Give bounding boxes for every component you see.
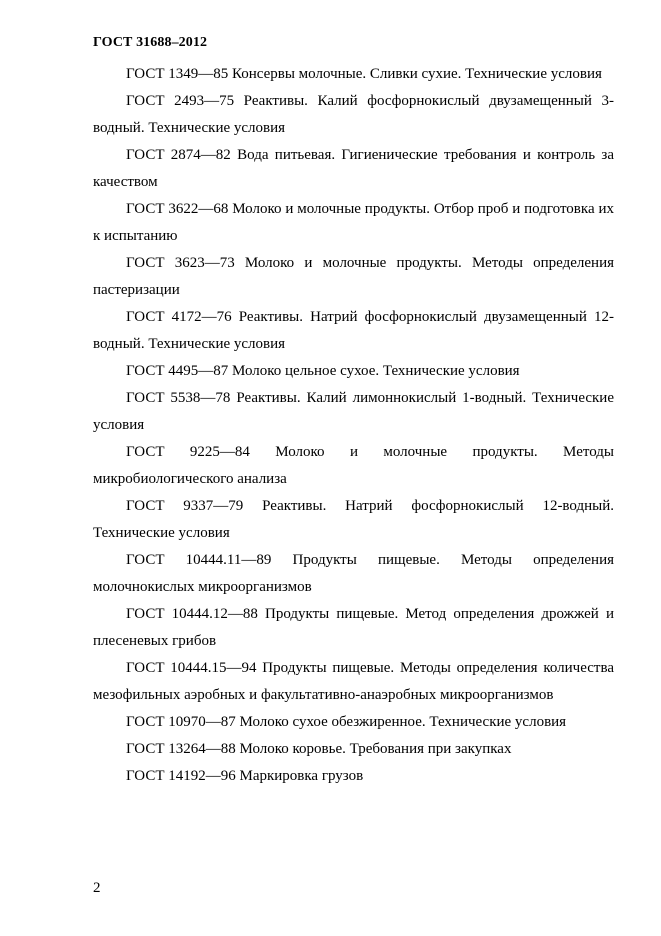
reference-item: ГОСТ 4495—87 Молоко цельное сухое. Технические условия <box>126 363 520 379</box>
reference-item: ГОСТ 2493—75 Реактивы. Калий фосфорнокислый двузамещенный 3-водный. Технические условия <box>93 93 614 136</box>
reference-item: ГОСТ 13264—88 Молоко коровье. Требования при закупках <box>126 741 512 757</box>
reference-list <box>93 61 614 790</box>
reference-item: ГОСТ 3623—73 Молоко и молочные продукты. Методы определения пастеризации <box>93 255 614 298</box>
reference-item: ГОСТ 10444.11—89 Продукты пищевые. Методы определения молочнокислых микроорганизмов <box>93 552 614 595</box>
reference-item: ГОСТ 3622—68 Молоко и молочные продукты. Отбор проб и подготовка их к испытанию <box>93 201 614 244</box>
reference-item: ГОСТ 10970—87 Молоко сухое обезжиренное. Технические условия <box>126 714 567 730</box>
reference-item: ГОСТ 9225—84 Молоко и молочные продукты. Методы микробиологического анализа <box>93 444 614 487</box>
reference-item: ГОСТ 10444.12—88 Продукты пищевые. Метод определения дрожжей и плесеневых грибов <box>93 606 614 649</box>
page-number: 2 <box>93 880 101 896</box>
reference-item: ГОСТ 14192—96 Маркировка грузов <box>126 768 364 784</box>
reference-item: ГОСТ 2874—82 Вода питьевая. Гигиенические требования и контроль за качеством <box>93 147 614 190</box>
reference-item: ГОСТ 4172—76 Реактивы. Натрий фосфорнокислый двузамещенный 12-водный. Технические условия <box>93 309 614 352</box>
document-header: ГОСТ 31688–2012 <box>93 35 208 50</box>
reference-item: ГОСТ 9337—79 Реактивы. Натрий фосфорнокислый 12-водный. Технические условия <box>93 498 614 541</box>
reference-item: ГОСТ 1349—85 Консервы молочные. Сливки сухие. Технические условия <box>126 66 602 82</box>
reference-item: ГОСТ 5538—78 Реактивы. Калий лимоннокислый 1-водный. Технические условия <box>93 390 614 433</box>
reference-item: ГОСТ 10444.15—94 Продукты пищевые. Методы определения количества мезофильных аэробных и факультативно-анаэробных микроорганизмов <box>93 660 614 703</box>
